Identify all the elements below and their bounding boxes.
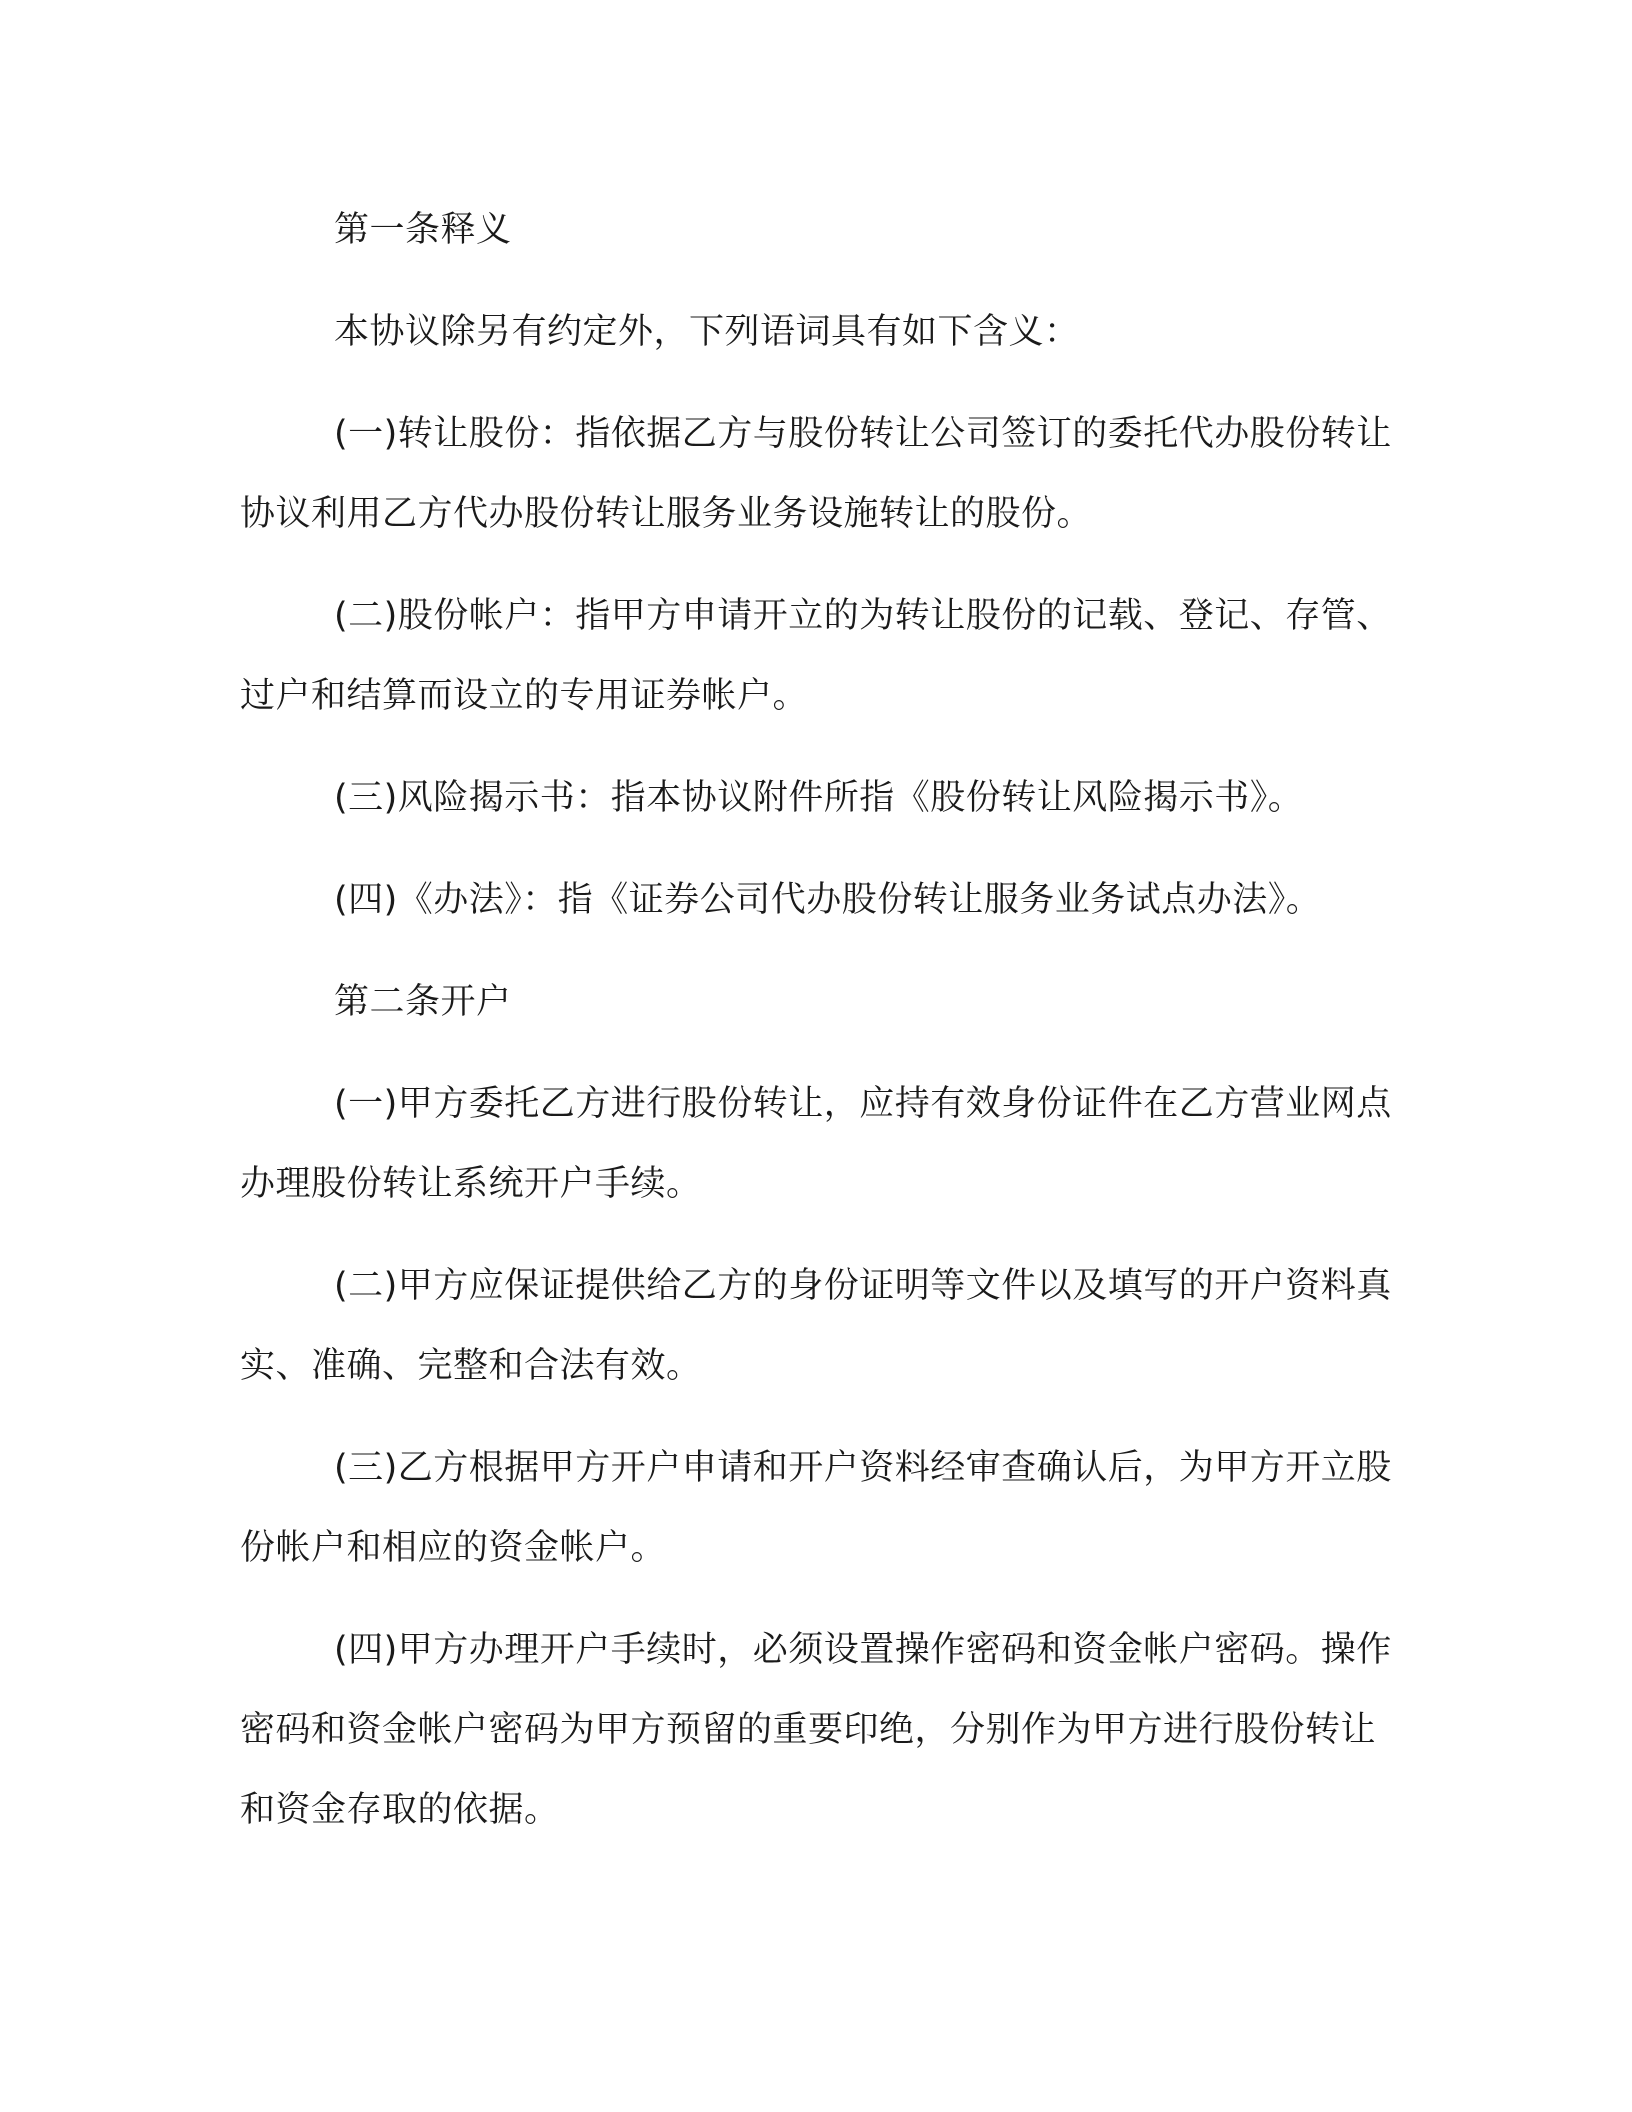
- article-2-item-1: (一)甲方委托乙方进行股份转让，应持有效身份证件在乙方营业网点办理股份转让系统开户手续。: [240, 1084, 1392, 1204]
- article-2-item-3: (三)乙方根据甲方开户申请和开户资料经审查确认后，为甲方开立股份帐户和相应的资金帐户。: [240, 1448, 1392, 1568]
- article-2-item-2: (二)甲方应保证提供给乙方的身份证明等文件以及填写的开户资料真实、准确、完整和合法有效。: [240, 1266, 1392, 1386]
- article-2-item-4: (四)甲方办理开户手续时，必须设置操作密码和资金帐户密码。操作密码和资金帐户密码为甲方预留的重要印绝，分别作为甲方进行股份转让和资金存取的依据。: [240, 1630, 1392, 1830]
- article-1-heading: 第一条释义: [334, 210, 512, 250]
- article-1-item-2: (二)股份帐户：指甲方申请开立的为转让股份的记载、登记、存管、过户和结算而设立的专用证券帐户。: [240, 596, 1392, 716]
- article-1-item-3: (三)风险揭示书：指本协议附件所指《股份转让风险揭示书》。: [334, 778, 1304, 818]
- article-1-item-1: (一)转让股份：指依据乙方与股份转让公司签订的委托代办股份转让协议利用乙方代办股份转让服务业务设施转让的股份。: [240, 414, 1392, 534]
- document-body: [240, 190, 1400, 1850]
- article-2-heading: 第二条开户: [334, 982, 512, 1022]
- article-1-item-4: (四)《办法》：指《证券公司代办股份转让服务业务试点办法》。: [334, 880, 1322, 920]
- article-1-intro: 本协议除另有约定外，下列语词具有如下含义：: [334, 312, 1080, 352]
